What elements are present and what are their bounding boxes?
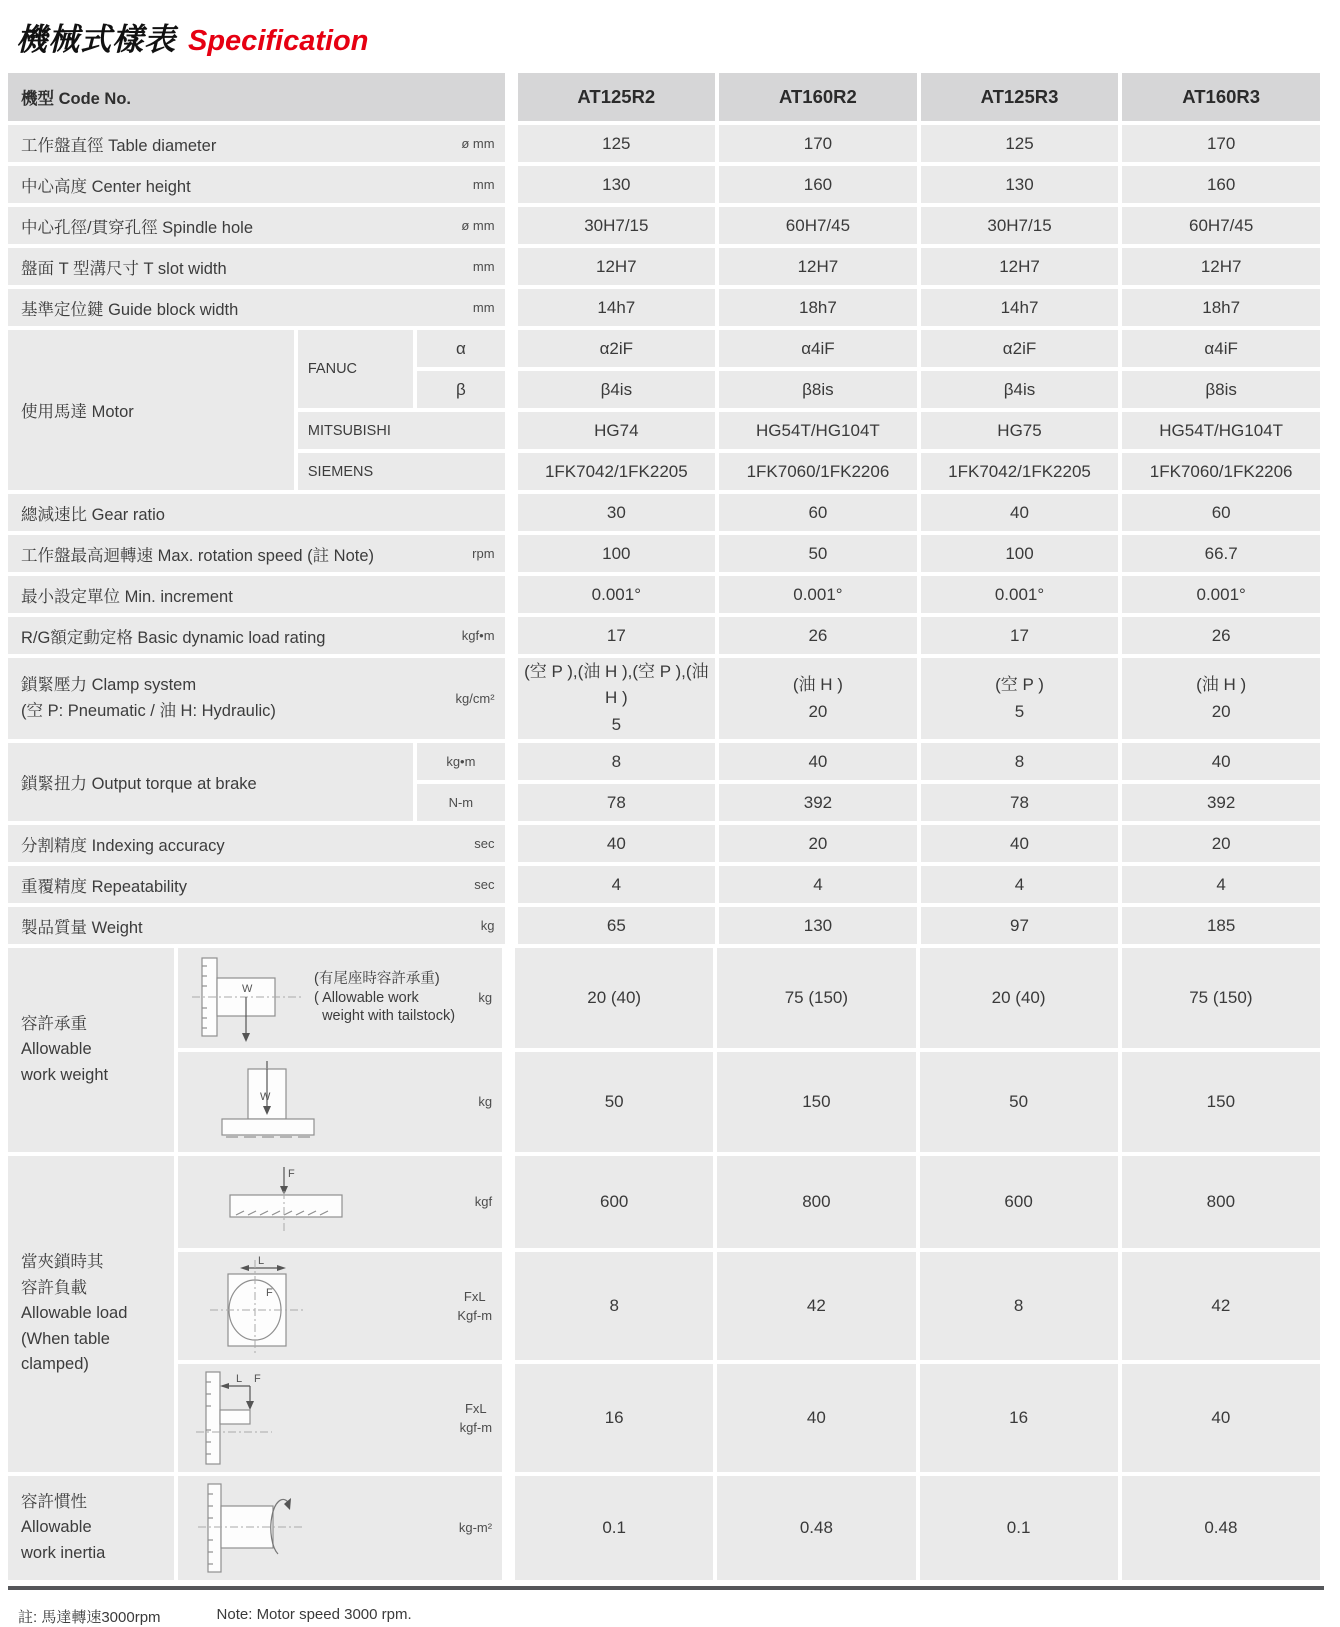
row-label-cell bbox=[8, 825, 514, 862]
clamp-value: 20 bbox=[808, 701, 828, 721]
section-label-line: 容許負載 bbox=[21, 1278, 87, 1297]
unit-cell: kg•m bbox=[417, 743, 513, 780]
value-cell: 60 bbox=[1122, 494, 1320, 531]
value-cell: 150 bbox=[717, 1052, 915, 1152]
table-row-weight bbox=[8, 907, 1320, 944]
value-cell: 14h7 bbox=[518, 289, 716, 326]
value-cell: 4 bbox=[1122, 866, 1320, 903]
value-cell: 40 bbox=[719, 743, 917, 780]
value-cell: 0.001° bbox=[719, 576, 917, 613]
value-cell: 26 bbox=[719, 617, 917, 654]
row-label: 中心孔徑/貫穿孔徑 Spindle hole bbox=[21, 218, 253, 237]
section-label-line: work inertia bbox=[21, 1543, 106, 1562]
table-row-load-radial bbox=[8, 1252, 1320, 1360]
diagram-cell bbox=[178, 948, 511, 1048]
value-cell: HG74 bbox=[518, 412, 716, 449]
row-unit bbox=[460, 1399, 497, 1438]
value-cell: 800 bbox=[717, 1156, 915, 1248]
section-label-line: Allowable load bbox=[21, 1304, 128, 1323]
model-header-cell: AT125R2 bbox=[518, 73, 716, 121]
table-row-load-rating bbox=[8, 617, 1320, 654]
value-cell: 170 bbox=[1122, 125, 1320, 162]
value-cell: 75 (150) bbox=[717, 948, 915, 1048]
section-label-line: 當夾鎖時其 bbox=[21, 1253, 104, 1272]
value-cell: 12H7 bbox=[719, 248, 917, 285]
value-cell: 40 bbox=[1122, 1364, 1320, 1472]
row-unit: ø mm bbox=[461, 218, 495, 233]
value-cell: 16 bbox=[920, 1364, 1118, 1472]
row-label-cell bbox=[8, 248, 514, 285]
value-cell: 1FK7042/1FK2205 bbox=[518, 453, 716, 490]
clamp-type: (空 P ),(油 H ),(空 P ),(油 H ) bbox=[524, 662, 709, 708]
value-cell: β4is bbox=[518, 371, 716, 408]
spec-table-diagrams bbox=[4, 944, 1324, 1584]
clamp-type: (油 H ) bbox=[792, 675, 843, 695]
row-unit: kgf•m bbox=[461, 628, 495, 643]
value-cell: 0.48 bbox=[717, 1476, 915, 1580]
row-label: R/G額定動定格 Basic dynamic load rating bbox=[21, 628, 326, 647]
value-cell: 40 bbox=[921, 494, 1119, 531]
clamp-label-line2: (空 P: Pneumatic / 油 H: Hydraulic) bbox=[21, 701, 276, 720]
value-cell: α2iF bbox=[518, 330, 716, 367]
value-cell: 30H7/15 bbox=[518, 207, 716, 244]
table-row-gear-ratio bbox=[8, 494, 1320, 531]
value-cell: 75 (150) bbox=[1122, 948, 1320, 1048]
value-cell: 30 bbox=[518, 494, 716, 531]
value-cell: 65 bbox=[518, 907, 716, 944]
unit-line: Kgf-m bbox=[457, 1308, 493, 1324]
diagram-cell bbox=[178, 1476, 511, 1580]
value-cell: 42 bbox=[717, 1252, 915, 1360]
value-cell: 12H7 bbox=[518, 248, 716, 285]
value-cell: 20 (40) bbox=[515, 948, 713, 1048]
tailstock-note-line: weight with tailstock) bbox=[314, 1008, 456, 1025]
table-row-inertia bbox=[8, 1476, 1320, 1580]
value-cell: 4 bbox=[921, 866, 1119, 903]
row-label: 工作盤直徑 Table diameter bbox=[21, 136, 217, 155]
table-row-diameter bbox=[8, 125, 1320, 162]
tailstock-work-diagram-icon bbox=[190, 952, 308, 1044]
value-cell: 0.1 bbox=[515, 1476, 713, 1580]
clamp-value: 5 bbox=[611, 714, 622, 734]
brand-cell-fanuc: FANUC bbox=[298, 330, 413, 408]
value-cell: 66.7 bbox=[1122, 535, 1320, 572]
row-label: 基準定位鍵 Guide block width bbox=[21, 300, 239, 319]
value-cell: 1FK7060/1FK2206 bbox=[1122, 453, 1320, 490]
code-no-header: 機型 Code No. bbox=[8, 73, 514, 121]
footnote-zh: 註: 馬達轉速3000rpm bbox=[18, 1609, 161, 1627]
spec-table bbox=[4, 69, 1324, 948]
value-cell: α4iF bbox=[719, 330, 917, 367]
section-label-line: Allowable bbox=[21, 1518, 92, 1537]
value-cell: 60H7/45 bbox=[1122, 207, 1320, 244]
model-header-cell: AT160R3 bbox=[1122, 73, 1320, 121]
row-label-cell bbox=[8, 166, 514, 203]
row-unit: kg bbox=[478, 1094, 493, 1110]
value-cell: 60H7/45 bbox=[719, 207, 917, 244]
tailstock-note-line: ( Allowable work bbox=[314, 989, 419, 1006]
row-unit: rpm bbox=[472, 546, 495, 561]
value-cell: 42 bbox=[1122, 1252, 1320, 1360]
row-unit: mm bbox=[472, 177, 495, 192]
svg-text:L: L bbox=[236, 1373, 243, 1386]
value-cell: 8 bbox=[515, 1252, 713, 1360]
page-title-en: Specification bbox=[188, 25, 369, 57]
row-label: 中心高度 Center height bbox=[21, 177, 191, 196]
svg-text:L: L bbox=[258, 1255, 265, 1268]
value-cell: α4iF bbox=[1122, 330, 1320, 367]
value-cell: 12H7 bbox=[921, 248, 1119, 285]
sub-spec-cell-beta: β bbox=[417, 371, 513, 408]
row-label: 總減速比 Gear ratio bbox=[21, 505, 165, 524]
value-cell: 50 bbox=[515, 1052, 713, 1152]
value-cell: 160 bbox=[719, 166, 917, 203]
value-cell: 50 bbox=[920, 1052, 1118, 1152]
unit-cell: N-m bbox=[417, 784, 513, 821]
model-header-cell: AT125R3 bbox=[921, 73, 1119, 121]
section-label-line: work weight bbox=[21, 1065, 109, 1084]
row-unit bbox=[457, 1287, 496, 1326]
value-cell: 600 bbox=[920, 1156, 1118, 1248]
row-label: 盤面 T 型溝尺寸 T slot width bbox=[21, 259, 227, 278]
value-cell: 78 bbox=[921, 784, 1119, 821]
value-cell: 4 bbox=[719, 866, 917, 903]
value-cell: 40 bbox=[717, 1364, 915, 1472]
row-unit: sec bbox=[474, 877, 495, 893]
value-cell: 12H7 bbox=[1122, 248, 1320, 285]
value-cell: 8 bbox=[921, 743, 1119, 780]
brand-cell-mitsubishi: MITSUBISHI bbox=[298, 412, 514, 449]
unit-line: FxL bbox=[464, 1400, 487, 1416]
diagram-cell bbox=[178, 1252, 511, 1360]
value-cell: 40 bbox=[1122, 743, 1320, 780]
value-cell: 78 bbox=[518, 784, 716, 821]
row-label: 工作盤最高迴轉速 Max. rotation speed (註 Note) bbox=[21, 546, 375, 565]
diagram-cell bbox=[178, 1052, 511, 1152]
row-label-cell bbox=[8, 907, 514, 944]
value-cell: 600 bbox=[515, 1156, 713, 1248]
table-row-indexing bbox=[8, 825, 1320, 862]
svg-text:F: F bbox=[266, 1287, 273, 1300]
axial-load-diagram-icon bbox=[192, 1368, 312, 1468]
value-cell: 0.1 bbox=[920, 1476, 1118, 1580]
row-label-cell bbox=[8, 207, 514, 244]
clamp-value: 5 bbox=[1014, 701, 1025, 721]
value-cell: β8is bbox=[1122, 371, 1320, 408]
row-label: 最小設定單位 Min. increment bbox=[21, 587, 233, 606]
section-label-line: (When table bbox=[21, 1329, 110, 1348]
row-unit: mm bbox=[472, 300, 495, 315]
value-cell: 30H7/15 bbox=[921, 207, 1119, 244]
row-unit: kg/cm² bbox=[455, 691, 495, 707]
row-unit: sec bbox=[474, 836, 495, 852]
value-cell: 40 bbox=[921, 825, 1119, 862]
value-cell: HG54T/HG104T bbox=[719, 412, 917, 449]
table-row-work-weight-vertical bbox=[8, 1052, 1320, 1152]
value-cell bbox=[921, 658, 1119, 739]
value-cell: 4 bbox=[518, 866, 716, 903]
table-row-t-slot bbox=[8, 248, 1320, 285]
clamp-value: 20 bbox=[1211, 701, 1231, 721]
row-label-cell bbox=[8, 576, 514, 613]
row-label-cell bbox=[8, 866, 514, 903]
page-title-zh: 機械式樣表 bbox=[16, 22, 176, 57]
value-cell: β8is bbox=[719, 371, 917, 408]
value-cell: HG54T/HG104T bbox=[1122, 412, 1320, 449]
value-cell: 17 bbox=[518, 617, 716, 654]
value-cell: 1FK7042/1FK2205 bbox=[921, 453, 1119, 490]
value-cell: 130 bbox=[921, 166, 1119, 203]
model-header-cell: AT160R2 bbox=[719, 73, 917, 121]
row-label-cell: 鎖緊扭力 Output torque at brake bbox=[8, 743, 413, 821]
svg-text:F: F bbox=[254, 1373, 261, 1386]
value-cell: 26 bbox=[1122, 617, 1320, 654]
value-cell: 392 bbox=[1122, 784, 1320, 821]
sub-spec-cell-alpha: α bbox=[417, 330, 513, 367]
diagram-cell bbox=[178, 1364, 511, 1472]
value-cell: 60 bbox=[719, 494, 917, 531]
value-cell: 0.001° bbox=[921, 576, 1119, 613]
value-cell: 0.48 bbox=[1122, 1476, 1320, 1580]
table-row-guide-block bbox=[8, 289, 1320, 326]
row-label-cell bbox=[8, 289, 514, 326]
value-cell: 185 bbox=[1122, 907, 1320, 944]
footnote-en: Note: Motor speed 3000 rpm. bbox=[216, 1606, 412, 1624]
value-cell: HG75 bbox=[921, 412, 1119, 449]
value-cell: 8 bbox=[518, 743, 716, 780]
value-cell: 130 bbox=[719, 907, 917, 944]
table-row-work-weight-tailstock bbox=[8, 948, 1320, 1048]
radial-load-diagram-icon bbox=[206, 1254, 326, 1358]
value-cell: 50 bbox=[719, 535, 917, 572]
vertical-work-diagram-icon bbox=[210, 1057, 330, 1147]
section-label-cell bbox=[8, 948, 174, 1152]
value-cell: 0.001° bbox=[518, 576, 716, 613]
table-bottom-border bbox=[8, 1586, 1324, 1590]
row-label: 製品質量 Weight bbox=[21, 918, 143, 937]
section-label-line: clamped) bbox=[21, 1355, 89, 1374]
value-cell: 100 bbox=[518, 535, 716, 572]
value-cell: 40 bbox=[518, 825, 716, 862]
table-row-load-axial bbox=[8, 1364, 1320, 1472]
row-unit: ø mm bbox=[461, 136, 495, 151]
row-unit: mm bbox=[472, 259, 495, 274]
svg-text:F: F bbox=[288, 1168, 295, 1181]
diagram-cell bbox=[178, 1156, 511, 1248]
row-unit: kg bbox=[478, 990, 493, 1006]
row-label: 重覆精度 Repeatability bbox=[21, 877, 187, 896]
row-unit: kg-m² bbox=[458, 1520, 493, 1536]
section-label-line: 容許承重 bbox=[21, 1014, 87, 1033]
value-cell: 18h7 bbox=[719, 289, 917, 326]
header-row bbox=[8, 73, 1320, 121]
svg-text:W: W bbox=[242, 983, 253, 996]
value-cell: 160 bbox=[1122, 166, 1320, 203]
table-row-repeatability bbox=[8, 866, 1320, 903]
unit-line: kgf-m bbox=[459, 1420, 493, 1436]
value-cell: 125 bbox=[921, 125, 1119, 162]
brand-cell-siemens: SIEMENS bbox=[298, 453, 514, 490]
clamp-label-line1: 鎖緊壓力 Clamp system bbox=[21, 675, 197, 694]
row-label-cell bbox=[8, 617, 514, 654]
value-cell: 17 bbox=[921, 617, 1119, 654]
value-cell: 170 bbox=[719, 125, 917, 162]
row-label-cell bbox=[8, 125, 514, 162]
value-cell: 20 (40) bbox=[920, 948, 1118, 1048]
section-label-cell bbox=[8, 1156, 174, 1472]
page-title bbox=[16, 14, 1340, 59]
value-cell: 20 bbox=[1122, 825, 1320, 862]
value-cell: 8 bbox=[920, 1252, 1118, 1360]
value-cell bbox=[518, 658, 716, 739]
row-unit: kgf bbox=[474, 1194, 493, 1210]
svg-text:W: W bbox=[260, 1091, 271, 1104]
value-cell: 1FK7060/1FK2206 bbox=[719, 453, 917, 490]
value-cell bbox=[719, 658, 917, 739]
table-row-min-increment bbox=[8, 576, 1320, 613]
thrust-load-diagram-icon bbox=[216, 1165, 356, 1239]
value-cell: 150 bbox=[1122, 1052, 1320, 1152]
value-cell: β4is bbox=[921, 371, 1119, 408]
table-row-center-height bbox=[8, 166, 1320, 203]
table-row-motor-fanuc-alpha bbox=[8, 330, 1320, 367]
table-row-max-speed bbox=[8, 535, 1320, 572]
table-row-clamp-system bbox=[8, 658, 1320, 739]
row-label-cell bbox=[8, 658, 514, 739]
value-cell: 14h7 bbox=[921, 289, 1119, 326]
table-row-torque-kgm bbox=[8, 743, 1320, 780]
table-row-spindle-hole bbox=[8, 207, 1320, 244]
value-cell: α2iF bbox=[921, 330, 1119, 367]
tailstock-note-line: (有尾座時容許承重) bbox=[314, 970, 440, 987]
inertia-diagram-icon bbox=[192, 1480, 322, 1576]
value-cell: 392 bbox=[719, 784, 917, 821]
value-cell: 20 bbox=[719, 825, 917, 862]
table-row-load-thrust bbox=[8, 1156, 1320, 1248]
footnote bbox=[18, 1606, 1340, 1627]
row-label-cell bbox=[8, 535, 514, 572]
value-cell: 130 bbox=[518, 166, 716, 203]
value-cell: 16 bbox=[515, 1364, 713, 1472]
row-unit: kg bbox=[480, 918, 495, 934]
motor-label-cell: 使用馬達 Motor bbox=[8, 330, 294, 490]
tailstock-note bbox=[314, 970, 455, 1027]
row-label: 分割精度 Indexing accuracy bbox=[21, 836, 225, 855]
value-cell: 97 bbox=[921, 907, 1119, 944]
value-cell: 800 bbox=[1122, 1156, 1320, 1248]
value-cell: 0.001° bbox=[1122, 576, 1320, 613]
clamp-type: (空 P ) bbox=[995, 675, 1044, 695]
section-label-line: 容許慣性 bbox=[21, 1492, 87, 1511]
row-label-cell bbox=[8, 494, 514, 531]
section-label-cell bbox=[8, 1476, 174, 1580]
clamp-type: (油 H ) bbox=[1196, 675, 1247, 695]
unit-line: FxL bbox=[463, 1288, 486, 1304]
value-cell: 18h7 bbox=[1122, 289, 1320, 326]
value-cell: 125 bbox=[518, 125, 716, 162]
section-label-line: Allowable bbox=[21, 1040, 92, 1059]
value-cell: 100 bbox=[921, 535, 1119, 572]
value-cell bbox=[1122, 658, 1320, 739]
